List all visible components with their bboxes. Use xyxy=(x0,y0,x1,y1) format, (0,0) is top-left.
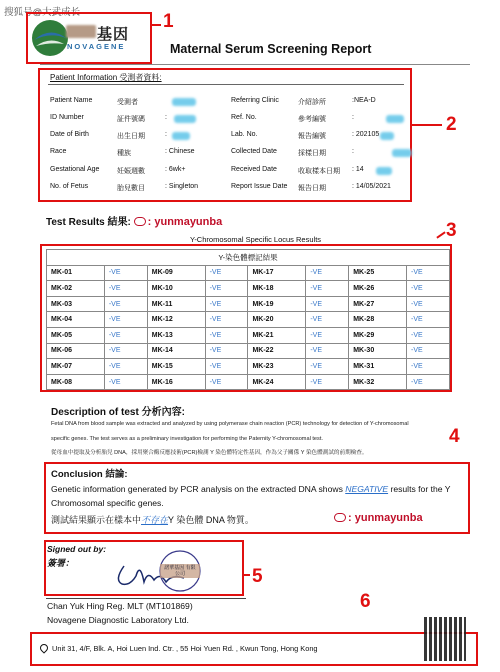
right-info-label: Referring Clinic xyxy=(231,97,279,104)
marker-result: -VE xyxy=(104,265,147,281)
marker-name: MK-16 xyxy=(147,374,205,390)
header-divider xyxy=(40,64,470,65)
marker-name: MK-05 xyxy=(47,327,105,343)
redaction-blur xyxy=(392,149,412,157)
annotation-number-1: 1 xyxy=(163,11,174,32)
wechat-icon-2 xyxy=(334,513,346,522)
marker-result: -VE xyxy=(205,359,248,375)
marker-name: MK-07 xyxy=(47,359,105,375)
left-info-label: No. of Fetus xyxy=(50,183,89,190)
left-info-label-zh: 証件號碼 xyxy=(117,116,145,123)
left-info-label-zh: 胎兒數目 xyxy=(117,185,145,192)
location-pin-icon xyxy=(38,642,49,653)
left-info-label: Date of Birth xyxy=(50,131,89,138)
left-info-label-zh: 出生日期 xyxy=(117,133,145,140)
marker-result: -VE xyxy=(104,281,147,297)
redaction-blur xyxy=(376,167,392,175)
right-info-value: :NEA-D xyxy=(352,97,376,104)
right-info-label-zh: 介紹診所 xyxy=(298,99,326,106)
marker-name: MK-19 xyxy=(248,296,306,312)
right-info-label-zh: 參考編號 xyxy=(298,116,326,123)
watermark: 搜狐号@大武成长 xyxy=(4,7,81,18)
marker-result: -VE xyxy=(205,343,248,359)
marker-result: -VE xyxy=(306,296,349,312)
right-info-label-zh: 採樣日期 xyxy=(298,150,326,157)
patient-divider xyxy=(48,84,404,85)
annotation-number-2: 2 xyxy=(446,114,457,135)
marker-result: -VE xyxy=(407,265,450,281)
redaction-blur xyxy=(386,115,404,123)
left-info-value: : Singleton xyxy=(165,183,199,190)
marker-result: -VE xyxy=(407,374,450,390)
marker-name: MK-01 xyxy=(47,265,105,281)
marker-result: -VE xyxy=(205,327,248,343)
annotation-number-3: 3 xyxy=(446,220,457,241)
marker-name: MK-22 xyxy=(248,343,306,359)
marker-name: MK-25 xyxy=(349,265,407,281)
marker-result: -VE xyxy=(306,327,349,343)
marker-name: MK-13 xyxy=(147,327,205,343)
conclusion-english xyxy=(51,482,471,510)
right-info-label: Report Issue Date xyxy=(231,183,288,190)
right-info-value: : 14/05/2021 xyxy=(352,183,391,190)
conclusion-title: Conclusion 結論: xyxy=(51,469,128,480)
right-info-value: : xyxy=(352,148,354,155)
left-info-label-zh: 妊娠週數 xyxy=(117,168,145,175)
qr-code xyxy=(424,617,466,661)
marker-result: -VE xyxy=(407,359,450,375)
address-line xyxy=(40,644,318,653)
right-info-label-zh: 報告編號 xyxy=(298,133,326,140)
marker-name: MK-06 xyxy=(47,343,105,359)
marker-name: MK-26 xyxy=(349,281,407,297)
address-text: Unit 31, 4/F, Blk. A, Hoi Luen Ind. Ctr. , 55 Hoi Yuen Rd. , Kwun Tong, Hong Kong xyxy=(52,644,318,653)
marker-result: -VE xyxy=(205,281,248,297)
marker-name: MK-03 xyxy=(47,296,105,312)
signature-line xyxy=(46,598,246,599)
conclusion-wechat: : yunmayunba xyxy=(334,512,423,524)
signed-out-label: Signed out by: xyxy=(47,544,107,554)
right-info-label: Lab. No. xyxy=(231,131,258,138)
marker-name: MK-20 xyxy=(248,312,306,328)
marker-name: MK-04 xyxy=(47,312,105,328)
conclusion-wechat-id: yunmayunba xyxy=(354,512,423,524)
right-info-label-zh: 報告日期 xyxy=(298,185,326,192)
annotation-line-5 xyxy=(244,574,250,576)
redaction-blur xyxy=(172,98,196,106)
signed-zh-label: 簽署： xyxy=(47,558,75,568)
patient-section-title: Patient Information 受測者資料: xyxy=(50,73,162,82)
marker-name: MK-24 xyxy=(248,374,306,390)
description-zh: 從母血中提取及分析胎兒 DNA，採用聚合酶反應技術(PCR)檢測 Y 染色體特定性基因，作為父子關係 Y 染色體測試的前期檢查。 xyxy=(51,450,368,456)
marker-result: -VE xyxy=(306,374,349,390)
marker-result: -VE xyxy=(104,374,147,390)
marker-result: -VE xyxy=(205,265,248,281)
right-info-value: : 14 xyxy=(352,166,364,173)
marker-result: -VE xyxy=(306,265,349,281)
marker-result: -VE xyxy=(407,343,450,359)
conclusion-en-pre: Genetic information generated by PCR analysis on the extracted DNA shows xyxy=(51,484,346,494)
marker-name: MK-23 xyxy=(248,359,306,375)
redaction-blur xyxy=(380,132,394,140)
marker-name: MK-09 xyxy=(147,265,205,281)
redaction-blur xyxy=(174,115,196,123)
conclusion-zh-post: Y 染色體 DNA 物質。 xyxy=(168,515,254,525)
conclusion-negative: NEGATIVE xyxy=(345,484,389,494)
marker-name: MK-28 xyxy=(349,312,407,328)
marker-name: MK-27 xyxy=(349,296,407,312)
marker-name: MK-30 xyxy=(349,343,407,359)
marker-result: -VE xyxy=(205,296,248,312)
left-info-value: : 6wk+ xyxy=(165,166,186,173)
marker-name: MK-21 xyxy=(248,327,306,343)
right-info-label: Ref. No. xyxy=(231,114,257,121)
left-info-label: Patient Name xyxy=(50,97,93,104)
annotation-number-4: 4 xyxy=(449,426,460,447)
wechat-watermark: : yunmayunba xyxy=(134,216,223,228)
annotation-number-5: 5 xyxy=(252,566,263,587)
logo-english-text: NOVAGENE xyxy=(67,42,126,51)
right-info-value: : xyxy=(352,114,354,121)
marker-result: -VE xyxy=(306,343,349,359)
marker-name: MK-15 xyxy=(147,359,205,375)
left-info-label-zh: 種族 xyxy=(117,150,131,157)
marker-result: -VE xyxy=(205,312,248,328)
annotation-box-1 xyxy=(26,12,152,64)
description-en-line2: specific genes. The test serves as a preliminary investigation for performing the Paternity Y-chromosomal test. xyxy=(51,436,323,442)
left-info-label: Race xyxy=(50,148,67,155)
lab-name: Novagene Diagnostic Laboratory Ltd. xyxy=(47,615,189,625)
annotation-box-3 xyxy=(40,244,452,392)
marker-result: -VE xyxy=(104,312,147,328)
wechat-icon xyxy=(134,217,146,226)
left-info-label-zh: 受測者 xyxy=(117,99,138,106)
marker-name: MK-12 xyxy=(147,312,205,328)
marker-result: -VE xyxy=(407,312,450,328)
annotation-line-1 xyxy=(152,24,161,26)
redaction-blur xyxy=(172,132,190,140)
marker-name: MK-02 xyxy=(47,281,105,297)
logo-chinese-text: 基因 xyxy=(97,26,130,43)
marker-name: MK-10 xyxy=(147,281,205,297)
left-info-value: : xyxy=(165,114,167,121)
marker-result: -VE xyxy=(306,359,349,375)
conclusion-chinese xyxy=(51,513,254,526)
marker-result: -VE xyxy=(104,296,147,312)
marker-result: -VE xyxy=(407,281,450,297)
marker-result: -VE xyxy=(104,359,147,375)
report-title: Maternal Serum Screening Report xyxy=(170,42,372,56)
right-info-value: : 202105 xyxy=(352,131,380,138)
signatory-name: Chan Yuk Hing Reg. MLT (MT101869) xyxy=(47,601,193,611)
marker-name: MK-31 xyxy=(349,359,407,375)
wechat-id: yunmayunba xyxy=(154,216,223,228)
left-info-label: Gestational Age xyxy=(50,166,100,173)
marker-name: MK-29 xyxy=(349,327,407,343)
right-info-label: Received Date xyxy=(231,166,277,173)
marker-result: -VE xyxy=(306,281,349,297)
results-title-text: Test Results 結果: xyxy=(46,217,131,228)
description-en-line1: Fetal DNA from blood sample was extracted and analyzed by using polymerase chain reaction (PCR) technology for detection of Y-chromosomal xyxy=(51,421,409,427)
conclusion-zh-pre: 測試結果顯示在樣本中 xyxy=(51,515,142,525)
marker-name: MK-18 xyxy=(248,281,306,297)
company-stamp xyxy=(156,548,204,594)
right-info-label: Collected Date xyxy=(231,148,277,155)
marker-name: MK-14 xyxy=(147,343,205,359)
conclusion-zh-negative: 不存在 xyxy=(141,515,169,525)
conclusion-en-post: results for the Y Chromosomal specific genes. xyxy=(51,484,451,508)
annotation-line-3 xyxy=(436,231,445,238)
table-subcaption: Y-染色體標記結果 xyxy=(47,250,450,266)
left-info-label: ID Number xyxy=(50,114,84,121)
marker-result: -VE xyxy=(104,343,147,359)
marker-name: MK-11 xyxy=(147,296,205,312)
marker-result: -VE xyxy=(104,327,147,343)
marker-result: -VE xyxy=(407,296,450,312)
results-title xyxy=(46,213,222,228)
annotation-number-6: 6 xyxy=(360,591,371,612)
marker-name: MK-08 xyxy=(47,374,105,390)
description-title: Description of test 分析內容: xyxy=(51,407,185,418)
marker-result: -VE xyxy=(205,374,248,390)
left-info-value: : xyxy=(165,131,167,138)
stamp-text: 諾華基因 有限公司 xyxy=(164,565,196,577)
left-info-value: : Chinese xyxy=(165,148,195,155)
annotation-line-2 xyxy=(412,124,442,126)
right-info-label-zh: 收取樣本日期 xyxy=(298,168,340,175)
marker-result: -VE xyxy=(407,327,450,343)
marker-name: MK-17 xyxy=(248,265,306,281)
table-caption: Y-Chromosomal Specific Locus Results xyxy=(190,235,322,244)
marker-name: MK-32 xyxy=(349,374,407,390)
marker-result: -VE xyxy=(306,312,349,328)
